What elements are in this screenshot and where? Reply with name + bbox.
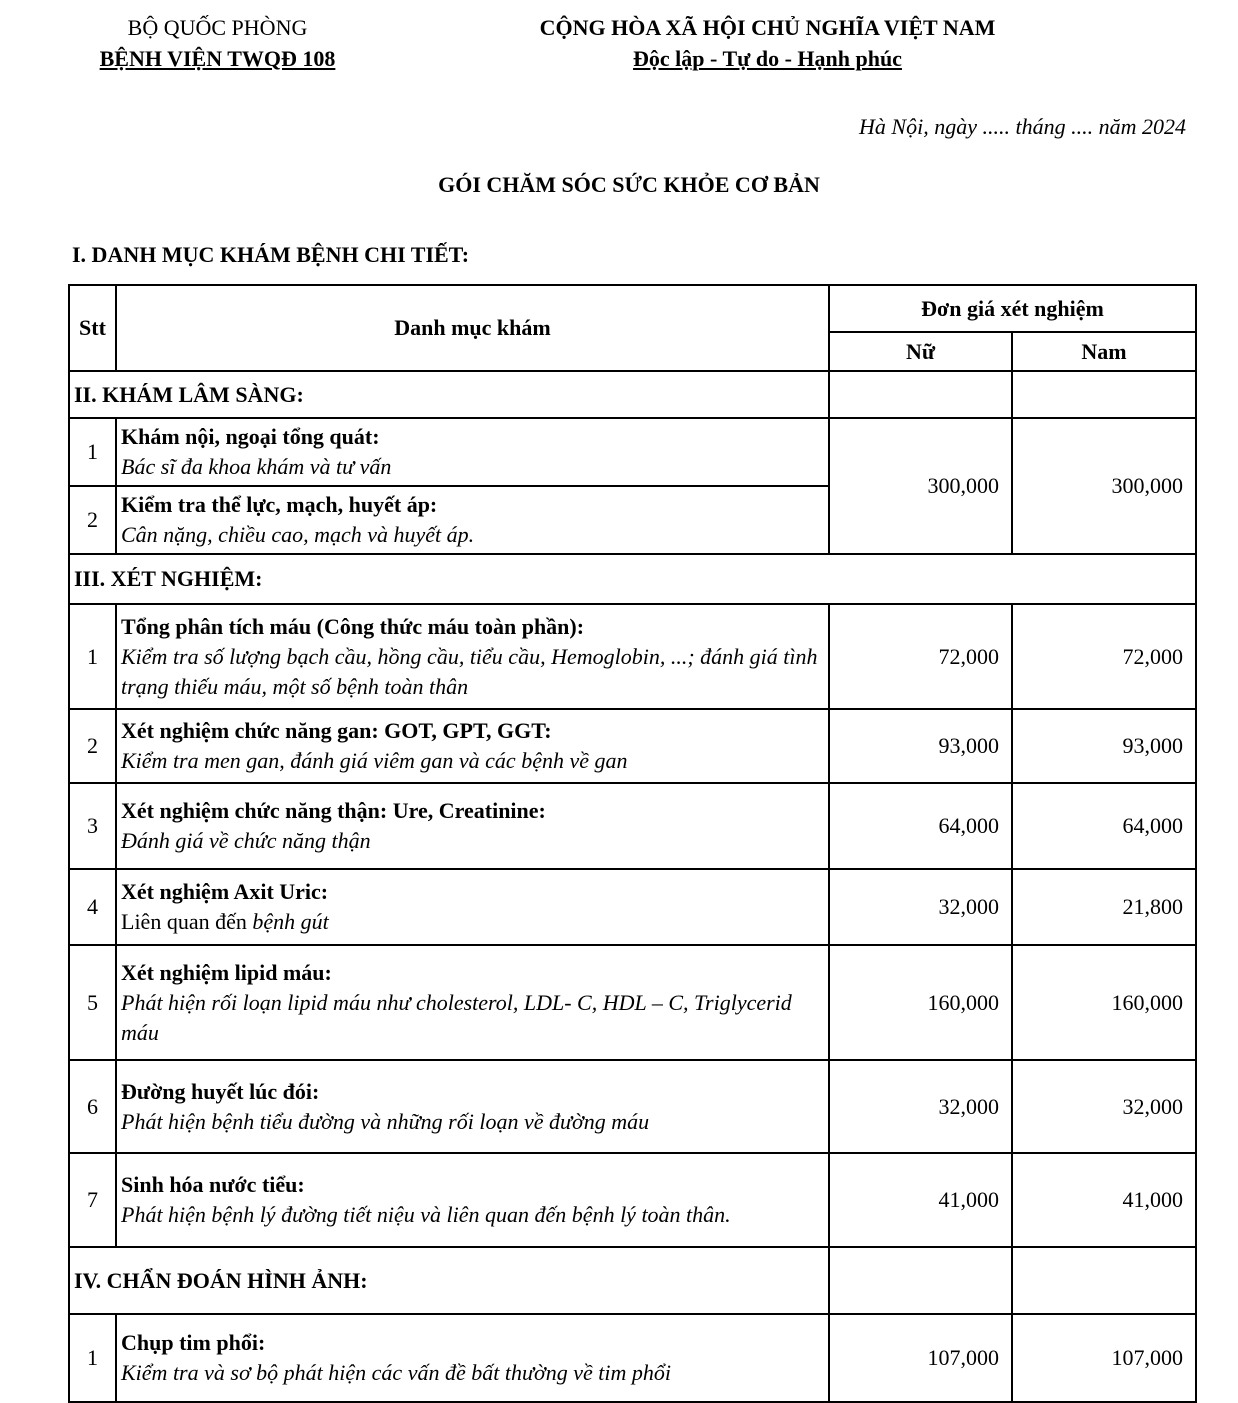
item-name: Xét nghiệm chức năng thận: Ure, Creatinine: bbox=[121, 798, 546, 823]
price-male: 160,000 bbox=[1012, 945, 1196, 1060]
item-name: Tổng phân tích máu (Công thức máu toàn phần): bbox=[121, 613, 585, 639]
table-row bbox=[69, 783, 1196, 869]
item-name: Xét nghiệm lipid máu: bbox=[121, 959, 332, 985]
row-number: 2 bbox=[69, 486, 116, 554]
header-stt: Stt bbox=[69, 285, 116, 371]
row-number: 4 bbox=[69, 869, 116, 945]
table-row bbox=[69, 1314, 1196, 1402]
header-male: Nam bbox=[1012, 332, 1196, 371]
row-number: 2 bbox=[69, 709, 116, 783]
table-row bbox=[69, 418, 1196, 486]
item-name: Khám nội, ngoại tổng quát: bbox=[121, 424, 380, 449]
row-number: 7 bbox=[69, 1153, 116, 1247]
item-name: Chụp tim phổi: bbox=[121, 1330, 266, 1355]
item-description: Phát hiện bệnh lý đường tiết niệu và liên quan đến bệnh lý toàn thân. bbox=[121, 1202, 731, 1227]
price-male: 64,000 bbox=[1012, 783, 1196, 869]
section-row bbox=[69, 554, 1196, 604]
item-description-italic: bệnh gút bbox=[252, 909, 329, 934]
item-description bbox=[121, 907, 824, 937]
section-row bbox=[69, 371, 1196, 418]
price-table bbox=[68, 284, 1197, 1403]
price-male: 32,000 bbox=[1012, 1060, 1196, 1153]
table-row bbox=[69, 1060, 1196, 1153]
item-name: Xét nghiệm chức năng gan: GOT, GPT, GGT: bbox=[121, 718, 552, 743]
row-number: 1 bbox=[69, 418, 116, 486]
item-name: Đường huyết lúc đói: bbox=[121, 1078, 320, 1104]
row-number: 6 bbox=[69, 1060, 116, 1153]
item-name: Kiểm tra thể lực, mạch, huyết áp: bbox=[121, 492, 438, 517]
price-female: 93,000 bbox=[829, 709, 1012, 783]
item-description: Phát hiện bệnh tiểu đường và những rối loạn về đường máu bbox=[121, 1108, 650, 1134]
national-header bbox=[480, 12, 1055, 74]
price-female: 300,000 bbox=[829, 418, 1012, 554]
row-number: 1 bbox=[69, 1314, 116, 1402]
price-female: 107,000 bbox=[829, 1314, 1012, 1402]
table-row bbox=[69, 1153, 1196, 1247]
row-number: 1 bbox=[69, 604, 116, 709]
table-row bbox=[69, 709, 1196, 783]
table-row bbox=[69, 945, 1196, 1060]
price-female: 41,000 bbox=[829, 1153, 1012, 1247]
section-heading: III. XÉT NGHIỆM: bbox=[69, 554, 1196, 604]
section-row bbox=[69, 1247, 1196, 1314]
table-row bbox=[69, 869, 1196, 945]
price-male: 93,000 bbox=[1012, 709, 1196, 783]
section-title: I. DANH MỤC KHÁM BỆNH CHI TIẾT: bbox=[72, 242, 470, 267]
price-male: 21,800 bbox=[1012, 869, 1196, 945]
item-description: Kiểm tra men gan, đánh giá viêm gan và các bệnh về gan bbox=[121, 748, 628, 773]
ministry-name: BỘ QUỐC PHÒNG bbox=[127, 15, 308, 40]
item-name: Sinh hóa nước tiểu: bbox=[121, 1172, 305, 1197]
item-description: Cân nặng, chiều cao, mạch và huyết áp. bbox=[121, 522, 475, 547]
price-male: 72,000 bbox=[1012, 604, 1196, 709]
header-female: Nữ bbox=[829, 332, 1012, 371]
national-motto: Độc lập - Tự do - Hạnh phúc bbox=[633, 46, 902, 71]
item-description: Kiểm tra số lượng bạch cầu, hồng cầu, tiểu cầu, Hemoglobin, ...; đánh giá tình trạng thiếu máu, một số bệnh toàn thân bbox=[121, 643, 818, 699]
header-item: Danh mục khám bbox=[116, 285, 829, 371]
price-male: 107,000 bbox=[1012, 1314, 1196, 1402]
price-female: 32,000 bbox=[829, 869, 1012, 945]
price-female: 72,000 bbox=[829, 604, 1012, 709]
header-price: Đơn giá xét nghiệm bbox=[829, 285, 1196, 332]
country-name: CỘNG HÒA XÃ HỘI CHỦ NGHĨA VIỆT NAM bbox=[539, 15, 996, 40]
item-name: Xét nghiệm Axit Uric: bbox=[121, 879, 329, 904]
price-male: 300,000 bbox=[1012, 418, 1196, 554]
item-description: Phát hiện rối loạn lipid máu như cholesterol, LDL- C, HDL – C, Triglycerid máu bbox=[121, 989, 792, 1045]
price-female: 160,000 bbox=[829, 945, 1012, 1060]
item-description: Bác sĩ đa khoa khám và tư vấn bbox=[121, 454, 392, 479]
price-female: 32,000 bbox=[829, 1060, 1012, 1153]
row-number: 5 bbox=[69, 945, 116, 1060]
hospital-name: BỆNH VIỆN TWQĐ 108 bbox=[99, 46, 336, 71]
item-description: Kiểm tra và sơ bộ phát hiện các vấn đề bất thường về tim phổi bbox=[121, 1360, 671, 1385]
price-female: 64,000 bbox=[829, 783, 1012, 869]
price-male: 41,000 bbox=[1012, 1153, 1196, 1247]
item-description-plain: Liên quan đến bbox=[121, 909, 253, 934]
ministry-header bbox=[70, 12, 365, 74]
item-description: Đánh giá về chức năng thận bbox=[121, 828, 371, 853]
row-number: 3 bbox=[69, 783, 116, 869]
section-heading: IV. CHẨN ĐOÁN HÌNH ẢNH: bbox=[69, 1247, 829, 1314]
table-row bbox=[69, 604, 1196, 709]
date-line: Hà Nội, ngày ..... tháng .... năm 2024 bbox=[859, 114, 1186, 139]
section-heading: II. KHÁM LÂM SÀNG: bbox=[69, 371, 829, 418]
document-title: GÓI CHĂM SÓC SỨC KHỎE CƠ BẢN bbox=[438, 172, 820, 197]
